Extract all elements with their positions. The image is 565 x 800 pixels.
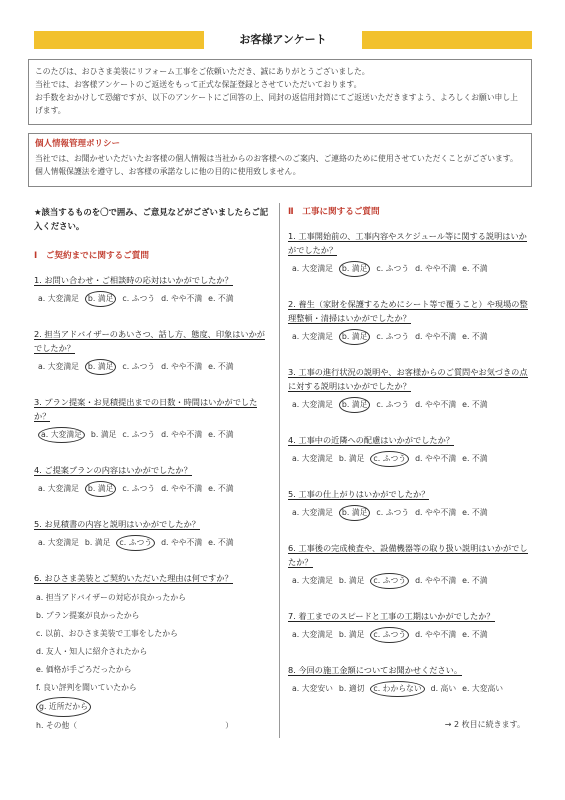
left-column [34, 205, 272, 735]
answer-option[interactable]: c. ふつう [122, 430, 156, 439]
answer-option[interactable]: e. 不満 [208, 484, 234, 493]
question-text: 6. 工事後の完成検査や、設備機器等の取り扱い説明はいかがでしたか？ [288, 543, 528, 567]
q6-option[interactable]: e. 価格が手ごろだったから [36, 665, 132, 674]
question-text: 4. ご提案プランの内容はいかがでしたか？ [34, 465, 192, 475]
question-text: 5. お見積書の内容と説明はいかがでしたか？ [34, 519, 200, 529]
answer-options [292, 261, 530, 277]
answer-option[interactable]: e. 不満 [462, 508, 488, 517]
left-questions [34, 273, 272, 551]
answer-option[interactable]: e. 不満 [462, 630, 488, 639]
answer-option[interactable]: d. やや不満 [161, 430, 203, 439]
answer-options [292, 573, 530, 589]
question-text: 3. プラン提案・お見積提出までの日数・時間はいかがでしたか？ [34, 397, 258, 421]
answer-options [38, 427, 272, 443]
answer-options [38, 535, 272, 551]
question-text: 2. 担当アドバイザーのあいさつ、話し方、態度、印象はいかがでしたか？ [34, 329, 265, 353]
answer-option[interactable]: d. やや不満 [161, 362, 203, 371]
answer-option[interactable]: a. 大変安い [292, 684, 333, 693]
answer-option[interactable]: e. 不満 [208, 430, 234, 439]
question-text: 2. 養生（家財を保護するためにシート等で覆うこと）や現場の整理整頓・清掃はいかがでしたか？ [288, 299, 528, 323]
intro-line: このたびは、おひさま美装にリフォーム工事をご依頼いただき、誠にありがとうございました。 [35, 67, 370, 76]
q6-option[interactable]: h. その他（ ） [36, 721, 234, 730]
answer-option[interactable]: d. やや不満 [415, 508, 457, 517]
q6-options [36, 589, 272, 735]
policy-title: 個人情報管理ポリシー [35, 139, 121, 149]
answer-option[interactable]: b. 満足 [85, 481, 117, 497]
answer-option[interactable]: a. 大変満足 [292, 508, 333, 517]
answer-option[interactable]: a. 大変満足 [292, 400, 333, 409]
answer-option[interactable]: d. やや不満 [415, 400, 457, 409]
answer-option[interactable]: a. 大変満足 [292, 454, 333, 463]
answer-option[interactable]: b. 満足 [338, 454, 365, 463]
answer-options [38, 481, 272, 497]
answer-option[interactable]: a. 大変満足 [38, 294, 79, 303]
answer-option[interactable]: c. ふつう [376, 264, 410, 273]
question-text: 4. 工事中の近隣への配慮はいかがでしたか？ [288, 435, 454, 445]
answer-option[interactable]: b. 満足 [84, 538, 111, 547]
answer-option[interactable]: e. 不満 [462, 332, 488, 341]
answer-option[interactable]: b. 満足 [338, 630, 365, 639]
answer-options [292, 451, 530, 467]
answer-option[interactable]: a. 大変満足 [38, 538, 79, 547]
title-bar-right [362, 31, 532, 49]
answer-option[interactable]: d. 高い [430, 684, 457, 693]
answer-option[interactable]: e. 大変高い [462, 684, 504, 693]
question-text: 8. 今回の施工金額についてお聞かせください。 [288, 665, 463, 675]
answer-option[interactable]: b. 適切 [338, 684, 365, 693]
q6-option[interactable]: f. 良い評判を聞いていたから [36, 683, 137, 692]
column-divider [279, 203, 280, 738]
right-column [288, 205, 530, 717]
answer-option[interactable]: a. 大変満足 [292, 264, 333, 273]
intro-box [28, 59, 532, 125]
answer-option[interactable]: b. 満足 [339, 397, 371, 413]
answer-options [292, 397, 530, 413]
question-text: 1. 工事開始前の、工事内容やスケジュール等に関する説明はいかがでしたか？ [288, 231, 527, 255]
answer-option[interactable]: c. わからない [370, 681, 424, 697]
q6-option[interactable]: c. 以前、おひさま美装で工事をしたから [36, 629, 178, 638]
question-text: 7. 着工までのスピードと工事の工期はいかがでしたか？ [288, 611, 495, 621]
answer-option[interactable]: b. 満足 [339, 329, 371, 345]
question-text: 1. お問い合わせ・ご相談時の応対はいかがでしたか？ [34, 275, 233, 285]
answer-option[interactable]: c. ふつう [116, 535, 155, 551]
answer-options [292, 505, 530, 521]
continue-note: → 2 枚目に続きます。 [444, 720, 525, 729]
intro-line: 当社では、お客様アンケートのご返送をもって正式な保証登録とさせていただいております。 [35, 80, 362, 89]
answer-options [292, 681, 530, 697]
question-text: 3. 工事の進行状況の説明や、お客様からのご質問やお気づきの点に対する説明はいかがでしたか？ [288, 367, 528, 391]
answer-option[interactable]: d. やや不満 [415, 630, 457, 639]
answer-option[interactable]: d. やや不満 [415, 576, 457, 585]
answer-option[interactable]: e. 不満 [208, 538, 234, 547]
answer-option[interactable]: c. ふつう [370, 573, 409, 589]
answer-option[interactable]: b. 満足 [85, 291, 117, 307]
answer-option[interactable]: c. ふつう [376, 508, 410, 517]
section-heading-construction: Ⅱ 工事に関するご質問 [288, 207, 380, 217]
intro-line: お手数をおかけして恐縮ですが、以下のアンケートにご回答の上、同封の返信用封筒にてご返送いただきますよう、よろしくお願い申し上げます。 [35, 93, 518, 115]
title-bar-left [34, 31, 204, 49]
answer-option[interactable]: c. ふつう [376, 332, 410, 341]
q6-option[interactable]: g. 近所だから [36, 697, 272, 717]
answer-option[interactable]: e. 不満 [462, 400, 488, 409]
answer-option[interactable]: c. ふつう [122, 484, 156, 493]
answer-option[interactable]: b. 満足 [338, 576, 365, 585]
right-questions [288, 229, 530, 697]
answer-option[interactable]: e. 不満 [208, 362, 234, 371]
answer-option[interactable]: a. 大変満足 [38, 362, 79, 371]
q6-text: 6. おひさま美装とご契約いただいた理由は何ですか？ [34, 573, 233, 583]
question-text: 5. 工事の仕上がりはいかがでしたか？ [288, 489, 430, 499]
answer-option[interactable]: c. ふつう [370, 627, 409, 643]
instruction-text: ★該当するものを〇で囲み、ご意見などがございましたらご記入ください。 [34, 207, 269, 231]
answer-option[interactable]: b. 満足 [339, 505, 371, 521]
answer-option[interactable]: d. やや不満 [415, 332, 457, 341]
answer-options [38, 359, 272, 375]
answer-option[interactable]: c. ふつう [122, 294, 156, 303]
answer-option[interactable]: b. 満足 [339, 261, 371, 277]
answer-option[interactable]: c. ふつう [370, 451, 409, 467]
answer-option[interactable]: c. ふつう [122, 362, 156, 371]
answer-option[interactable]: b. 満足 [85, 359, 117, 375]
answer-option[interactable]: e. 不満 [462, 576, 488, 585]
answer-option[interactable]: d. やや不満 [161, 484, 203, 493]
answer-option[interactable]: a. 大変満足 [38, 427, 85, 443]
q6-option[interactable]: a. 担当アドバイザーの対応が良かったから [36, 593, 186, 602]
page-title: お客様アンケート [239, 33, 327, 46]
answer-option[interactable]: e. 不満 [462, 454, 488, 463]
answer-option[interactable]: e. 不満 [208, 294, 234, 303]
answer-option[interactable]: a. 大変満足 [292, 576, 333, 585]
answer-option[interactable]: a. 大変満足 [38, 484, 79, 493]
q6-option[interactable]: d. 友人・知人に紹介されたから [36, 647, 148, 656]
answer-options [292, 627, 530, 643]
answer-option[interactable]: e. 不満 [462, 264, 488, 273]
answer-option[interactable]: d. やや不満 [415, 454, 457, 463]
answer-option[interactable]: d. やや不満 [161, 294, 203, 303]
q6-option[interactable]: b. プラン提案が良かったから [36, 611, 140, 620]
answer-options [292, 329, 530, 345]
answer-option[interactable]: d. やや不満 [415, 264, 457, 273]
section-heading-contract: Ⅰ ご契約までに関するご質問 [34, 251, 149, 261]
policy-text: 当社では、お聞かせいただいたお客様の個人情報は当社からのお客様へのご案内、ご連絡のために使用させていただくことがございます。個人情報保護法を遵守し、お客様の承諾なしに他の目的に使用致しません。 [35, 154, 518, 176]
privacy-policy-box [28, 133, 532, 187]
answer-option[interactable]: a. 大変満足 [292, 630, 333, 639]
answer-option[interactable]: a. 大変満足 [292, 332, 333, 341]
answer-option[interactable]: c. ふつう [376, 400, 410, 409]
answer-option[interactable]: d. やや不満 [161, 538, 203, 547]
answer-options [38, 291, 272, 307]
answer-option[interactable]: b. 満足 [90, 430, 117, 439]
